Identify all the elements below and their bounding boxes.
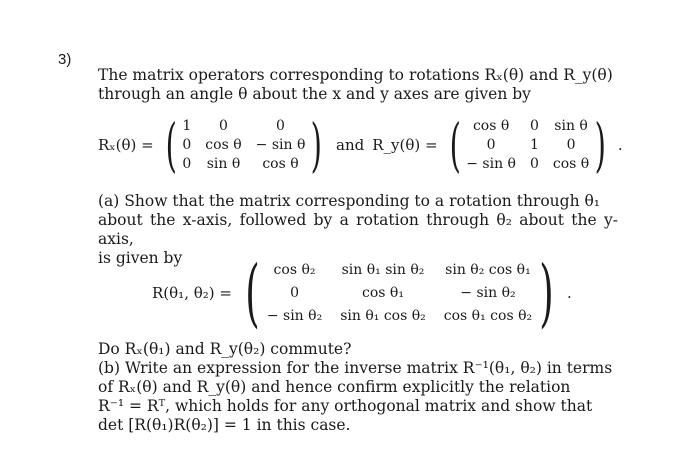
right-paren: ) [311,111,323,179]
combined-cell: cos θ₁ cos θ₂ [443,307,533,324]
part-b-paragraph [98,340,618,435]
left-paren: ( [449,111,461,179]
ry-cell: 0 [566,136,576,153]
rx-cell: − sin θ [255,136,306,153]
ry-cell: 0 [486,136,496,153]
rx-cell: 0 [182,155,192,172]
intro-line-1: The matrix operators corresponding to rotations Rₓ(θ) and R_y(θ) [98,66,613,84]
rx-cell: 0 [276,117,285,134]
part-a-line-3: is given by [98,249,183,267]
combined-cell: − sin θ₂ [460,284,516,301]
ry-cell: sin θ [554,117,588,134]
combined-lhs: R(θ₁, θ₂) = [152,284,232,302]
question-number: 3) [58,51,72,68]
ry-cell: − sin θ [466,155,516,172]
left-paren: ( [245,250,260,336]
rx-lhs: Rₓ(θ) = [98,136,154,154]
part-a-line-2: about the x-axis, followed by a rotation through θ₂ about the y-axis, [98,211,618,248]
part-a-line-1: (a) Show that the matrix corresponding to a rotation through θ₁ [98,192,601,210]
ry-cell: cos θ [472,117,510,134]
ry-matrix [466,117,589,174]
combined-cell: − sin θ₂ [266,307,323,324]
intro-paragraph [98,66,618,104]
combined-cell: cos θ₂ [273,261,316,278]
combined-cell: sin θ₁ cos θ₂ [340,307,426,324]
rx-cell: cos θ [205,136,242,153]
rx-matrix [182,117,305,174]
rx-cell: cos θ [262,155,299,172]
ry-cell: 0 [529,155,539,172]
combined-matrix [267,259,532,328]
combined-cell: cos θ₁ [362,284,404,301]
intro-line-2: through an angle θ about the x and y axes are given by [98,85,531,103]
combined-cell: 0 [290,284,299,301]
combined-cell: sin θ₂ cos θ₁ [445,261,531,278]
combined-matrix-equation [152,250,572,336]
part-b-line-1: (b) Write an expression for the inverse matrix R⁻¹(θ₁, θ₂) in terms [98,359,613,377]
rx-cell: 1 [182,117,192,134]
ry-cell: 1 [529,136,539,153]
commute-question: Do Rₓ(θ₁) and R_y(θ₂) commute? [98,340,352,358]
right-paren: ) [594,111,607,179]
ry-lhs: R_y(θ) = [372,136,438,154]
part-b-line-4: det [R(θ₁)R(θ₂)] = 1 in this case. [98,416,351,434]
left-paren: ( [165,111,177,179]
end-punctuation: . [617,136,623,154]
rotation-matrices-equation [98,111,623,179]
ry-cell: cos θ [552,155,590,172]
rx-cell: sin θ [206,155,241,172]
part-b-line-3: R⁻¹ = Rᵀ, which holds for any orthogonal matrix and show that [98,397,593,415]
right-paren: ) [539,250,554,336]
ry-cell: 0 [529,117,539,134]
end-punctuation: . [567,284,572,302]
rx-cell: 0 [182,136,192,153]
combined-cell: sin θ₁ sin θ₂ [341,261,425,278]
and-connector: and [336,136,365,154]
part-b-line-2: of Rₓ(θ) and R_y(θ) and hence confirm explicitly the relation [98,378,571,396]
rx-cell: 0 [219,117,228,134]
